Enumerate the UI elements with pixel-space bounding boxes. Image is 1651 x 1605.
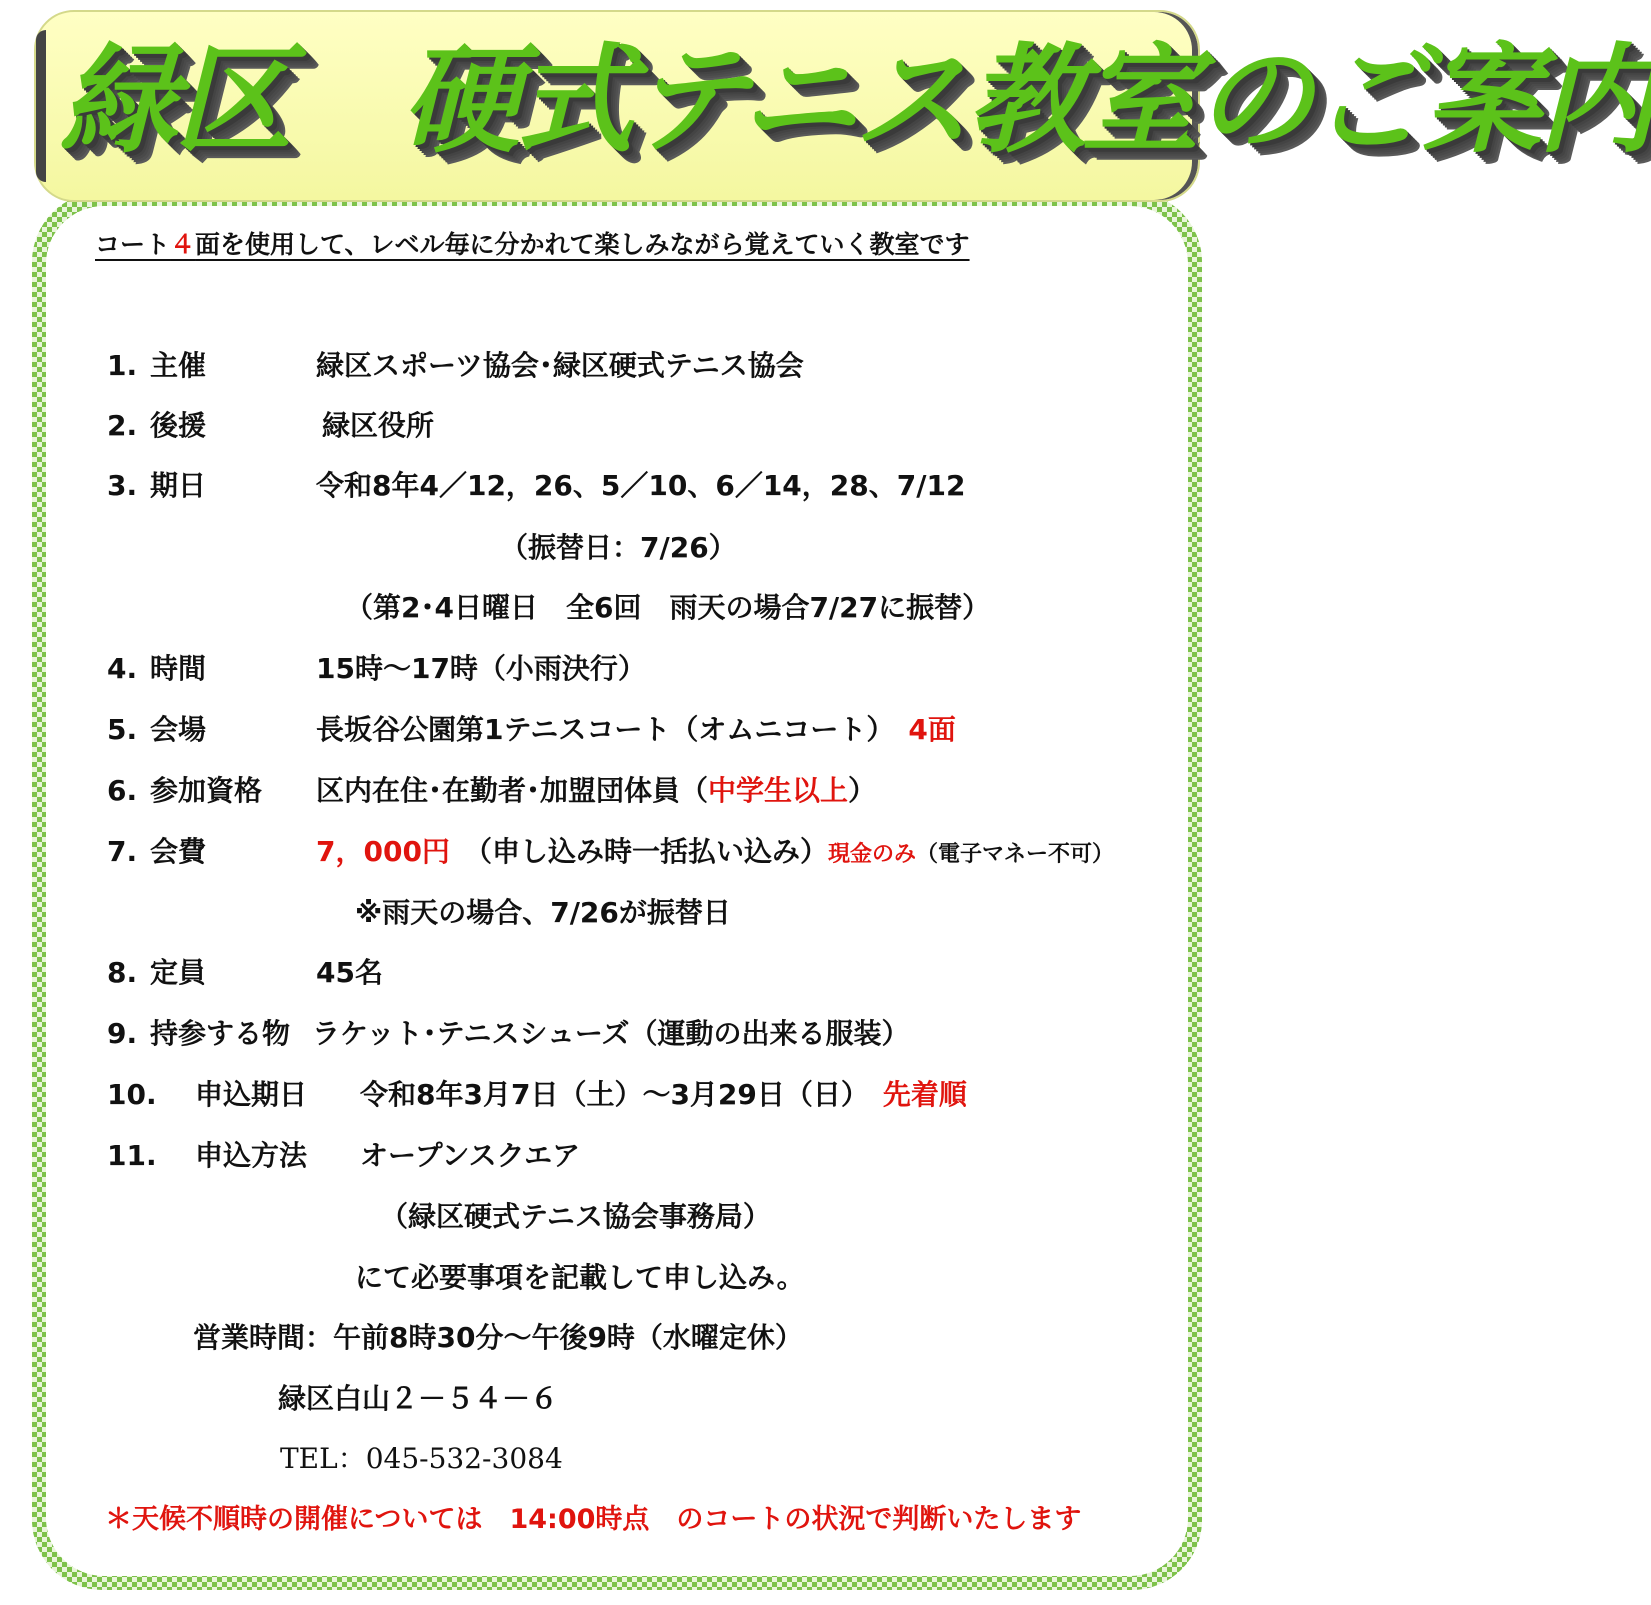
item-label: 定員 — [150, 956, 207, 989]
item-value — [360, 1077, 967, 1113]
deadline-dates: 令和8年3月7日（土）～3月29日（日） — [360, 1078, 855, 1111]
venue-name: 長坂谷公園第1テニスコート（オムニコート） — [316, 713, 881, 746]
item-label: 会場 — [150, 713, 207, 746]
item-value — [316, 773, 876, 809]
fee-payment: （申し込み時一括払い込み） — [477, 835, 828, 868]
intro-text — [95, 225, 1135, 261]
page-title: 緑区 硬式テニス教室のご案内 — [60, 31, 1651, 169]
item-number: 6. — [107, 774, 138, 807]
item-value — [316, 712, 956, 748]
fee-amount: 7，000円 — [316, 835, 450, 868]
item-number: 3. — [107, 469, 138, 502]
item-method-instruction: にて必要事項を記載して申し込み。 — [355, 1261, 805, 1294]
office-address: 緑区白山２－５４－６ — [278, 1382, 559, 1415]
item-number: 5. — [107, 713, 138, 746]
item-label: 申込方法 — [195, 1139, 308, 1172]
item-value: オープンスクエア — [360, 1139, 581, 1172]
intro-before: コート — [95, 230, 171, 259]
fee-no-emoney: （電子マネー不可） — [915, 842, 1114, 867]
item-number: 1. — [107, 349, 138, 382]
eligibility-text: 区内在住･在勤者･加盟団体員（ — [316, 774, 709, 807]
item-number: 4. — [107, 652, 138, 685]
item-dates-makeup: （振替日：7/26） — [500, 531, 737, 564]
item-number: 7. — [107, 835, 138, 868]
item-label: 持参する物 — [150, 1017, 291, 1050]
eligibility-close: ） — [848, 774, 877, 807]
item-number: 8. — [107, 956, 138, 989]
intro-after: 面を使用して、レベル毎に分かれて楽しみながら覚えていく教室です — [195, 230, 970, 259]
intro-court-count: ４ — [170, 230, 196, 259]
item-number: 10. — [107, 1078, 157, 1111]
deadline-first-come: 先着順 — [882, 1078, 967, 1111]
eligibility-age: 中学生以上 — [708, 774, 849, 807]
item-label: 後援 — [150, 409, 207, 442]
fee-cash-only: 現金のみ — [827, 842, 916, 867]
item-number: 2. — [107, 409, 138, 442]
office-tel: TEL：045-532-3084 — [280, 1442, 563, 1475]
item-value: 45名 — [316, 956, 383, 989]
item-value: 緑区役所 — [322, 409, 435, 442]
item-value: 令和8年4／12，26、5／10、6／14，28、7/12 — [316, 469, 966, 502]
item-number: 9. — [107, 1017, 138, 1050]
item-fee-note: ※雨天の場合、7/26が振替日 — [355, 896, 731, 929]
item-dates-note: （第2･4日曜日 全6回 雨天の場合7/27に振替） — [345, 591, 991, 624]
venue-courts: 4面 — [908, 713, 956, 746]
item-value: ラケット･テニスシューズ（運動の出来る服装） — [312, 1017, 910, 1050]
item-label: 参加資格 — [150, 774, 263, 807]
item-value — [316, 834, 1114, 873]
item-method-office: （緑区硬式テニス協会事務局） — [380, 1200, 771, 1233]
item-number: 11. — [107, 1139, 157, 1172]
weather-note: ＊天候不順時の開催については 14:00時点 のコートの状況で判断いたします — [105, 1504, 1082, 1535]
item-label: 会費 — [150, 835, 207, 868]
item-label: 主催 — [150, 349, 207, 382]
checkered-frame — [32, 192, 1202, 1590]
item-value: 緑区スポーツ協会･緑区硬式テニス協会 — [316, 349, 804, 382]
office-hours: 営業時間：午前8時30分～午後9時（水曜定休） — [193, 1321, 803, 1354]
item-label: 申込期日 — [195, 1078, 308, 1111]
content-area — [46, 206, 1188, 1576]
item-value: 15時～17時（小雨決行） — [316, 652, 646, 685]
item-label: 期日 — [150, 469, 207, 502]
item-label: 時間 — [150, 652, 207, 685]
